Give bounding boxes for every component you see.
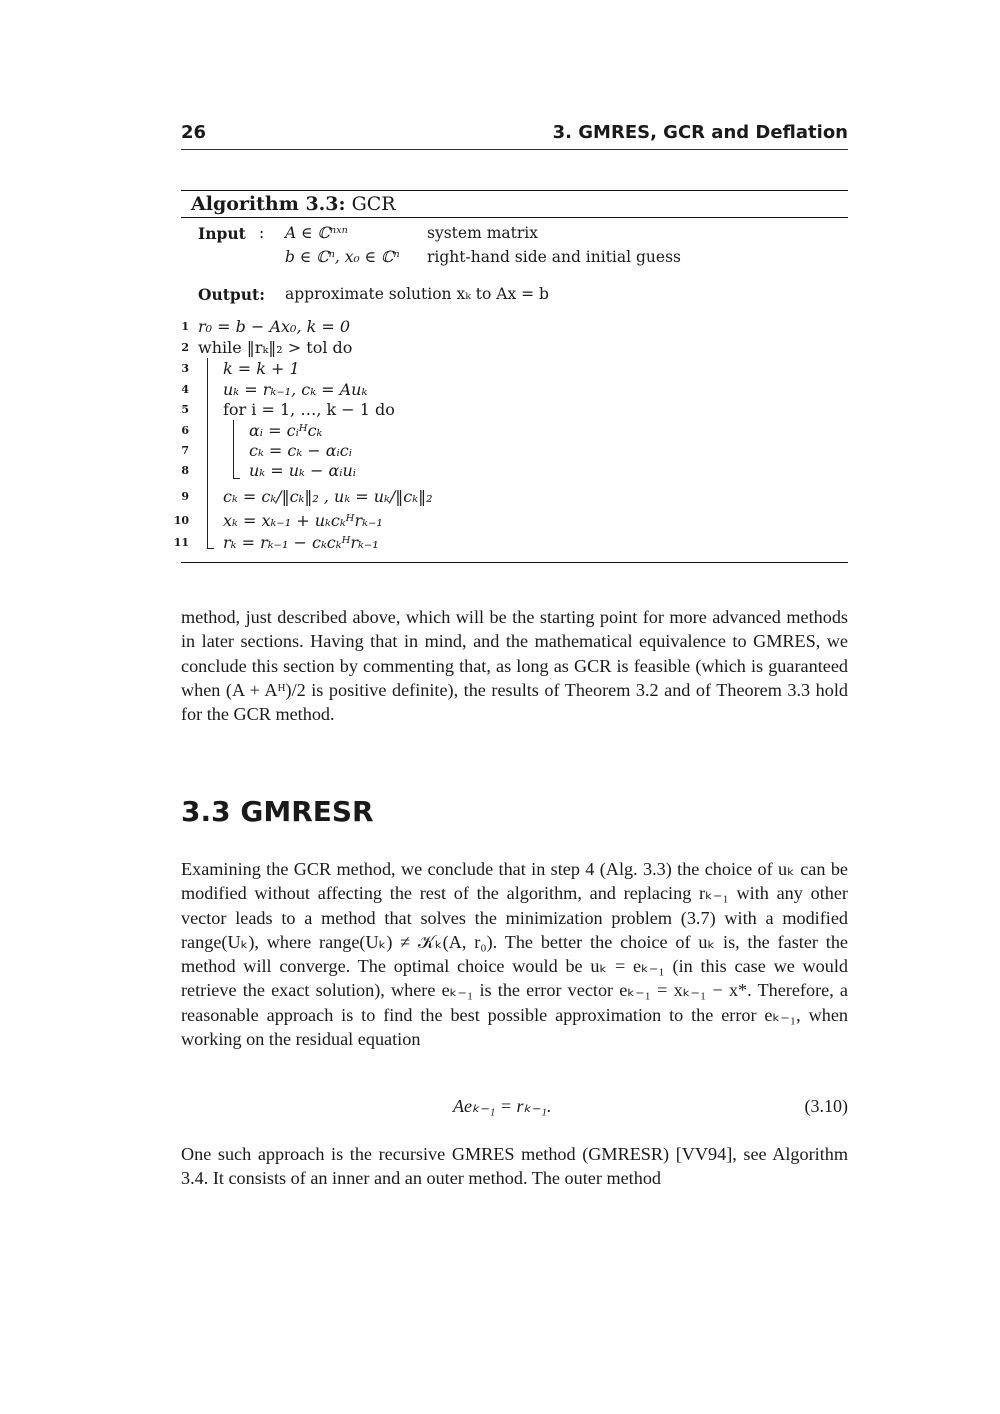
algorithm-step-10: xₖ = xₖ₋₁ + uₖcₖᴴrₖ₋₁ (223, 511, 383, 530)
algorithm-bottom-rule (181, 562, 848, 563)
algorithm-step-4: uₖ = rₖ₋₁, cₖ = Auₖ (223, 380, 368, 399)
for-scope-bar (233, 420, 234, 478)
chapter-title: 3. GMRES, GCR and Deflation (552, 122, 848, 143)
algorithm-step-1: r₀ = b − Ax₀, k = 0 (198, 317, 351, 336)
section-heading (181, 795, 374, 828)
line-number: 9 (181, 490, 189, 503)
input-label: Input (198, 224, 246, 243)
input-symbol-1: A ∈ ℂⁿˣⁿ (285, 224, 348, 242)
equation-number: (3.10) (804, 1096, 848, 1116)
algorithm-step-6: αᵢ = cᵢᴴcₖ (249, 421, 323, 440)
line-number: 1 (181, 320, 189, 333)
algorithm-step-9: cₖ = cₖ/‖cₖ‖₂ , uₖ = uₖ/‖cₖ‖₂ (223, 487, 433, 506)
body-paragraph-1: method, just described above, which will be the starting point for more advanced methods in later sections. Having that in mind, and the mathematical equivalence to GMRES, we conclude this section by commenting that, as long as GCR is feasible (which is guaranteed when (A + Aᴴ)/2 is positive definite), the results of Theorem 3.2 and of Theorem 3.3 hold for the GCR method. (181, 607, 848, 725)
body-paragraph-3: One such approach is the recursive GMRES method (GMRESR) [VV94], see Algorithm 3.4. It consists of an inner and an outer method. The outer method (181, 1144, 848, 1189)
algorithm-step-2: while ‖rₖ‖₂ > tol do (198, 338, 353, 357)
algorithm-label: Algorithm 3.3: (191, 193, 346, 215)
algorithm-step-8: uₖ = uₖ − αᵢuᵢ (249, 461, 356, 480)
line-number: 8 (181, 464, 189, 477)
algorithm-name: GCR (351, 193, 396, 215)
page-number: 26 (181, 122, 207, 143)
input-colon: : (259, 224, 265, 242)
body-paragraph-2: Examining the GCR method, we conclude that in step 4 (Alg. 3.3) the choice of uₖ can be modified without affecting the rest of the algorithm, and replacing rₖ₋₁ with any other vector leads to a method that solves the minimization problem (3.7) with a modified range(Uₖ), where range(Uₖ) ≠ 𝒦ₖ(A, r₀). The better the choice of uₖ is, the faster the method will converge. The optimal choice would be uₖ = eₖ₋₁ (in this case we would retrieve the exact solution), where eₖ₋₁ is the error vector eₖ₋₁ = xₖ₋₁ − x*. Therefore, a reasonable approach is to find the best possible approximation to the error eₖ₋₁, when working on the residual equation (181, 859, 848, 1050)
line-number: 3 (181, 362, 189, 375)
algorithm-step-11: rₖ = rₖ₋₁ − cₖcₖᴴrₖ₋₁ (223, 533, 379, 552)
algorithm-step-3: k = k + 1 (223, 359, 300, 378)
running-header (181, 122, 848, 150)
line-number: 5 (181, 403, 189, 416)
line-number: 2 (181, 341, 189, 354)
algorithm-mid-rule (181, 217, 848, 218)
section-number: 3.3 (181, 795, 231, 828)
input-symbol-2: b ∈ ℂⁿ, x₀ ∈ ℂⁿ (285, 248, 400, 266)
while-scope-end (207, 548, 214, 549)
algorithm-step-7: cₖ = cₖ − αᵢcᵢ (249, 441, 352, 460)
for-scope-end (233, 478, 240, 479)
algorithm-box (173, 190, 848, 552)
line-number: 4 (181, 383, 189, 396)
line-number: 6 (181, 424, 189, 437)
section-title: GMRESR (240, 795, 374, 828)
input-description-1: system matrix (427, 224, 538, 242)
algorithm-step-5: for i = 1, …, k − 1 do (223, 400, 395, 419)
line-number: 10 (173, 514, 189, 527)
display-equation (181, 1096, 848, 1124)
while-scope-bar (207, 358, 208, 548)
algorithm-title (181, 191, 848, 217)
input-description-2: right-hand side and initial guess (427, 248, 681, 266)
output-label: Output: (198, 285, 265, 304)
output-text: approximate solution xₖ to Ax = b (285, 285, 549, 303)
line-number: 11 (173, 536, 189, 549)
line-number: 7 (181, 444, 189, 457)
equation-body: Aeₖ₋₁ = rₖ₋₁. (453, 1096, 552, 1116)
